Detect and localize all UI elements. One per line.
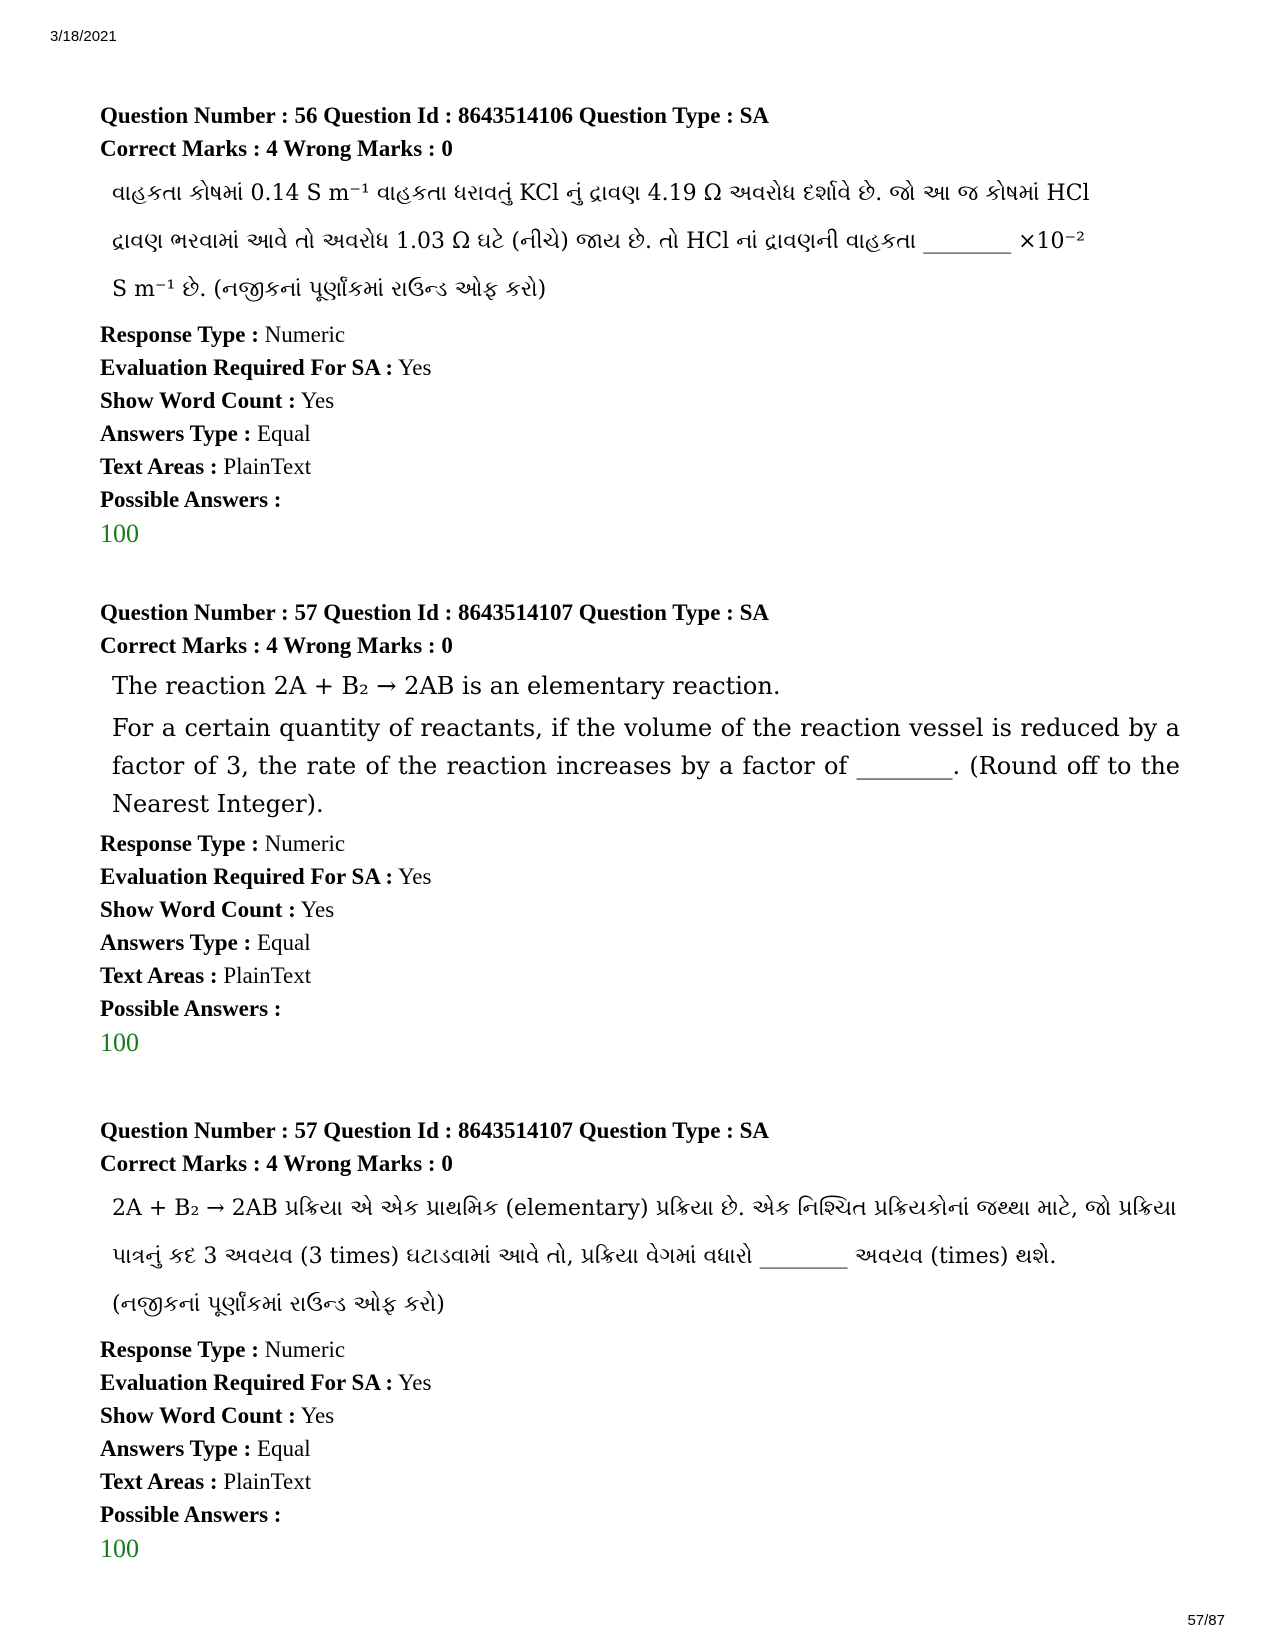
field-label: Answers Type : (100, 1436, 252, 1461)
question-text-line: વાહકતા કોષમાં 0.14 S m⁻¹ વાહકતા ધરાવતું KCl નું દ્રાવણ 4.19 Ω અવરોધ દર્શાવે છે. જો આ જ કોષમાં HCl (112, 181, 1090, 206)
field-value: Yes (300, 388, 335, 413)
possible-answers-field (100, 483, 1180, 516)
field-label: Possible Answers : (100, 1502, 282, 1527)
question-block (100, 99, 1180, 551)
field-label: Show Word Count : (100, 897, 296, 922)
field-label: Evaluation Required For SA : (100, 864, 394, 889)
field-value: PlainText (223, 1469, 312, 1494)
possible-answer-value: 100 (100, 519, 139, 548)
field-label: Text Areas : (100, 963, 218, 988)
question-meta: Question Number : 56 Question Id : 8643514106 Question Type : SA (100, 103, 769, 128)
page-number: 57/87 (1187, 1612, 1225, 1629)
question-text-line: 2A + B₂ → 2AB પ્રક્રિયા એ એક પ્રાથમિક (elementary) પ્રક્રિયા છે. એક નિશ્ચિત પ્રક્રિયકોનાં જથ્થા માટે, જો પ્રક્રિયા (112, 1196, 1177, 1221)
possible-answer-value: 100 (100, 1028, 139, 1057)
field-value: PlainText (223, 963, 312, 988)
question-text-line: The reaction 2A + B₂ → 2AB is an elementary reaction. (112, 672, 781, 700)
possible-answers-field (100, 1498, 1180, 1531)
question-text-line: દ્રાવણ ભરવામાં આવે તો અવરોધ 1.03 Ω ઘટે (નીચે) જાય છે. તો HCl નાં દ્રાવણની વાહકતા ________ ×10⁻² (112, 229, 1085, 254)
question-block (100, 1114, 1180, 1566)
field-value: Yes (398, 864, 432, 889)
field-value: Equal (256, 1436, 311, 1461)
question-text (112, 1185, 1180, 1329)
question-text (112, 170, 1180, 314)
possible-answer-value: 100 (100, 1534, 139, 1563)
response-type-field (100, 827, 1180, 860)
word-count-field (100, 893, 1180, 926)
text-areas-field (100, 450, 1180, 483)
text-areas-field (100, 959, 1180, 992)
marks-meta: Correct Marks : 4 Wrong Marks : 0 (100, 1151, 453, 1176)
response-type-field (100, 1333, 1180, 1366)
text-areas-field (100, 1465, 1180, 1498)
field-label: Answers Type : (100, 421, 252, 446)
evaluation-field (100, 1366, 1180, 1399)
word-count-field (100, 1399, 1180, 1432)
word-count-field (100, 384, 1180, 417)
question-text (112, 667, 1180, 823)
question-meta: Question Number : 57 Question Id : 8643514107 Question Type : SA (100, 600, 769, 625)
field-label: Answers Type : (100, 930, 252, 955)
question-text-line: પાત્રનું કદ 3 અવયવ (3 times) ઘટાડવામાં આવે તો, પ્રક્રિયા વેગમાં વધારો ________ અવયવ (times) થશે. (112, 1244, 1057, 1269)
marks-meta: Correct Marks : 4 Wrong Marks : 0 (100, 136, 453, 161)
answers-type-field (100, 1432, 1180, 1465)
field-value: Yes (300, 1403, 335, 1428)
marks-meta: Correct Marks : 4 Wrong Marks : 0 (100, 633, 453, 658)
field-label: Text Areas : (100, 1469, 218, 1494)
page-header-date: 3/18/2021 (50, 28, 117, 45)
field-value: Numeric (264, 1337, 346, 1362)
field-label: Response Type : (100, 831, 259, 856)
question-meta: Question Number : 57 Question Id : 8643514107 Question Type : SA (100, 1118, 769, 1143)
field-label: Possible Answers : (100, 996, 282, 1021)
field-label: Evaluation Required For SA : (100, 1370, 394, 1395)
field-label: Show Word Count : (100, 388, 296, 413)
field-value: Numeric (264, 322, 346, 347)
field-value: Yes (398, 355, 432, 380)
possible-answers-field (100, 992, 1180, 1025)
field-label: Evaluation Required For SA : (100, 355, 394, 380)
field-label: Possible Answers : (100, 487, 282, 512)
field-label: Show Word Count : (100, 1403, 296, 1428)
question-block (100, 596, 1180, 1060)
question-text-line: For a certain quantity of reactants, if the volume of the reaction vessel is reduced by a factor of 3, the rate of the reaction increases by a factor of ________. (Round off to the Nearest Integer). (112, 714, 1180, 818)
evaluation-field (100, 351, 1180, 384)
answers-type-field (100, 926, 1180, 959)
field-value: Numeric (264, 831, 346, 856)
field-label: Response Type : (100, 322, 259, 347)
field-value: Equal (256, 421, 311, 446)
question-text-line: S m⁻¹ છે. (નજીકનાં પૂર્ણાંકમાં રાઉન્ડ ઓફ કરો) (112, 277, 547, 302)
field-value: Yes (398, 1370, 432, 1395)
answers-type-field (100, 417, 1180, 450)
field-value: Yes (300, 897, 335, 922)
evaluation-field (100, 860, 1180, 893)
question-text-line: (નજીકનાં પૂર્ણાંકમાં રાઉન્ડ ઓફ કરો) (112, 1292, 445, 1317)
response-type-field (100, 318, 1180, 351)
field-label: Response Type : (100, 1337, 259, 1362)
field-value: Equal (256, 930, 311, 955)
field-value: PlainText (223, 454, 312, 479)
field-label: Text Areas : (100, 454, 218, 479)
